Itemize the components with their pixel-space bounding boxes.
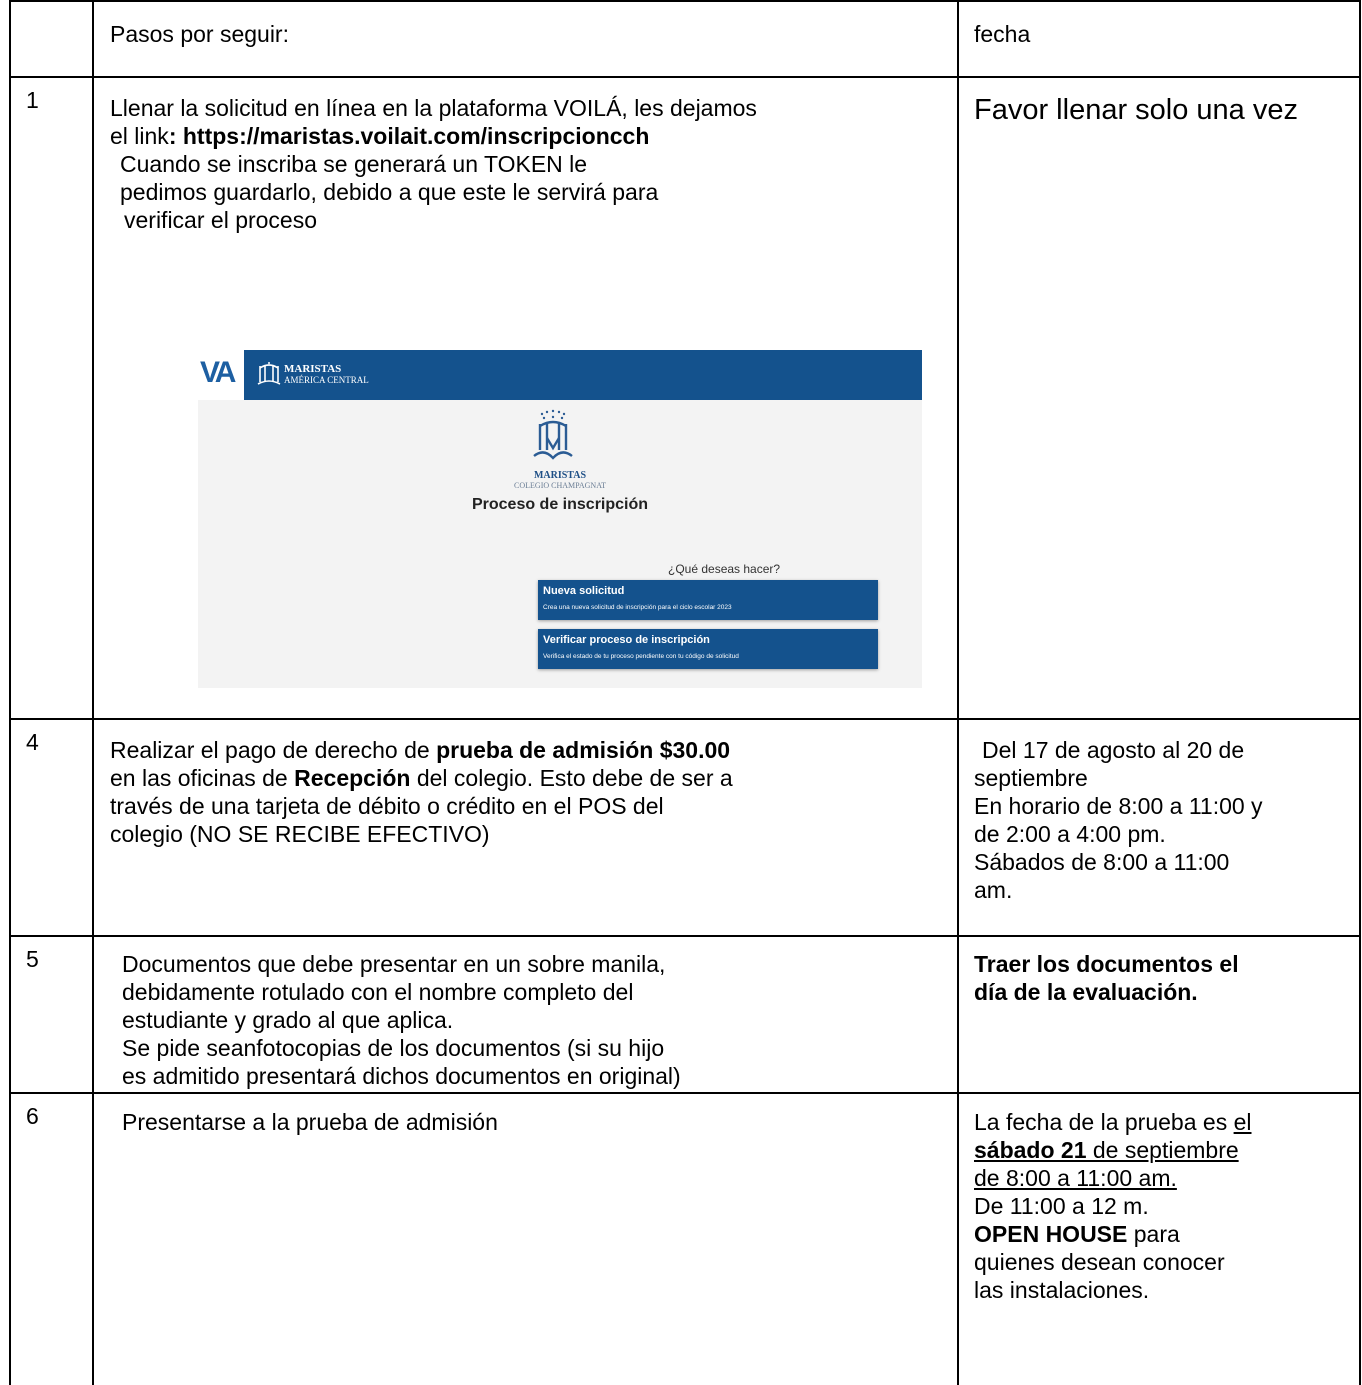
date-bold-underlined: sábado 21	[974, 1137, 1087, 1163]
table-col-divider-1	[92, 0, 94, 1385]
date-line: las instalaciones.	[974, 1277, 1150, 1303]
school-subtitle: COLEGIO CHAMPAGNAT	[514, 481, 606, 490]
date-line: En horario de 8:00 a 11:00 y	[974, 793, 1263, 819]
date-line	[974, 1164, 1354, 1192]
row-5-date	[974, 950, 1354, 1006]
date-line: Del 17 de agosto al 20 de	[982, 737, 1245, 763]
verify-process-desc: Verifica el estado de tu proceso pendiente con tu código de solicitud	[543, 653, 739, 660]
row-5-line: debidamente rotulado con el nombre completo del	[122, 979, 634, 1005]
date-text: para	[1127, 1221, 1180, 1247]
date-line	[974, 1136, 1354, 1164]
row-4-date	[974, 736, 1354, 904]
va-logo-box	[198, 350, 244, 400]
header-brand-subtitle: AMÉRICA CENTRAL	[284, 375, 369, 385]
date-line	[974, 1220, 1354, 1248]
row-divider	[9, 76, 1361, 78]
row-4-text: del colegio. Esto debe de ser a	[410, 765, 733, 791]
open-house-label: OPEN HOUSE	[974, 1221, 1128, 1247]
row-5-line: estudiante y grado al que aplica.	[122, 1007, 454, 1033]
row-1-line: verificar el proceso	[124, 207, 318, 233]
date-line: Traer los documentos el	[974, 951, 1239, 977]
question-text: ¿Qué deseas hacer?	[668, 562, 781, 576]
row-1-line: Llenar la solicitud en línea en la plataforma VOILÁ, les dejamos	[110, 95, 757, 121]
date-line: día de la evaluación.	[974, 979, 1198, 1005]
row-5-line: es admitido presentará dichos documentos en original)	[122, 1063, 681, 1089]
voila-screenshot	[198, 350, 922, 688]
row-6-date	[974, 1108, 1354, 1304]
table-col-divider-2	[957, 0, 959, 1385]
table-border-left	[9, 0, 11, 1385]
row-1-number: 1	[26, 87, 39, 113]
date-underlined: de 8:00 a 11:00 am.	[974, 1165, 1177, 1191]
date-underlined: de septiembre	[1086, 1137, 1239, 1163]
row-5-step	[122, 950, 962, 1090]
verify-process-button[interactable]	[538, 629, 878, 669]
date-line	[974, 1108, 1354, 1136]
row-4-number: 4	[26, 729, 39, 755]
header-steps: Pasos por seguir:	[110, 21, 289, 47]
row-6-step: Presentarse a la prueba de admisión	[122, 1109, 498, 1135]
row-4-text: en las oficinas de	[110, 765, 295, 791]
row-divider	[9, 1092, 1361, 1094]
row-1-link-prefix: el link	[110, 123, 169, 149]
header-date: fecha	[974, 21, 1031, 47]
row-4-bold: Recepción	[294, 765, 411, 791]
date-line: quienes desean conocer	[974, 1249, 1225, 1275]
new-application-button[interactable]	[538, 580, 878, 620]
header-brand-title: MARISTAS	[284, 363, 342, 375]
row-6-number: 6	[26, 1103, 39, 1129]
date-text: La fecha de la prueba es	[974, 1109, 1234, 1135]
voila-header	[198, 350, 922, 400]
row-5-line: Documentos que debe presentar en un sobre manila,	[122, 951, 666, 977]
row-4-line: través de una tarjeta de débito o crédito en el POS del	[110, 793, 664, 819]
verify-process-title: Verificar proceso de inscripción	[543, 634, 710, 646]
row-4-line: colegio (NO SE RECIBE EFECTIVO)	[110, 821, 490, 847]
row-1-line: pedimos guardarlo, debido a que este le servirá para	[120, 179, 659, 205]
row-4-line	[110, 764, 950, 792]
row-4-line	[110, 736, 950, 764]
row-1-step	[110, 94, 950, 234]
row-1-link-line	[110, 122, 950, 150]
school-name: MARISTAS	[533, 470, 587, 481]
date-line: septiembre	[974, 765, 1088, 791]
row-4-bold: prueba de admisión $30.00	[436, 737, 731, 763]
row-1-link[interactable]: : https://maristas.voilait.com/inscripcioncch	[168, 123, 650, 149]
va-logo: VA	[200, 356, 234, 389]
row-divider	[9, 935, 1361, 937]
new-application-desc: Crea una nueva solicitud de inscripción para el ciclo escolar 2023	[543, 604, 732, 611]
table-border-top	[9, 0, 1361, 2]
new-application-title: Nueva solicitud	[543, 585, 625, 597]
maristas-emblem-icon	[256, 360, 282, 388]
maristas-crest-icon	[528, 408, 578, 466]
date-line: am.	[974, 877, 1013, 903]
table-border-right	[1359, 0, 1361, 1385]
voila-header-brand	[284, 364, 369, 386]
row-1-date: Favor llenar solo una vez	[974, 94, 1298, 126]
row-1-line: Cuando se inscriba se generará un TOKEN le	[120, 151, 588, 177]
row-5-number: 5	[26, 946, 39, 972]
row-5-line: Se pide seanfotocopias de los documentos (si su hijo	[122, 1035, 665, 1061]
date-underlined: el	[1233, 1109, 1252, 1135]
date-line: de 2:00 a 4:00 pm.	[974, 821, 1166, 847]
row-4-step	[110, 736, 950, 848]
row-4-text: Realizar el pago de derecho de	[110, 737, 437, 763]
date-line: De 11:00 a 12 m.	[974, 1193, 1149, 1219]
process-title: Proceso de inscripción	[471, 496, 649, 513]
row-divider	[9, 718, 1361, 720]
date-line: Sábados de 8:00 a 11:00	[974, 849, 1230, 875]
